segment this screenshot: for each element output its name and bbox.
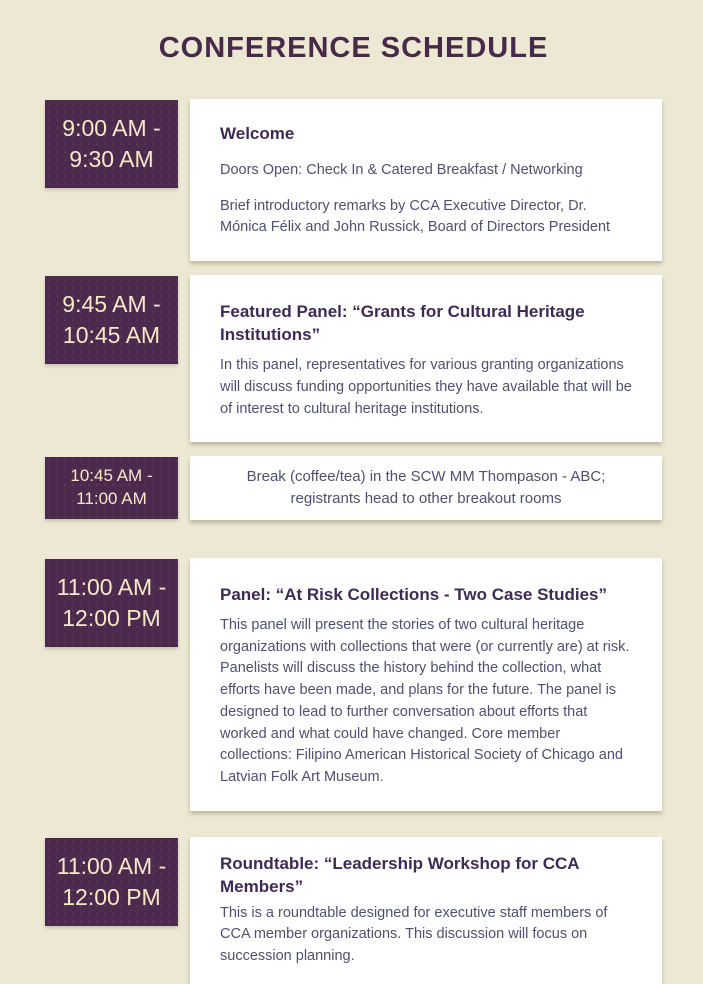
time-end: 9:30 AM: [69, 146, 154, 172]
session-card: [190, 558, 662, 811]
time-start: 11:00 AM -: [56, 573, 167, 600]
time-badge: [45, 838, 178, 926]
session-title: Panel: “At Risk Collections - Two Case Studies”: [220, 584, 607, 604]
session-description: In this panel, representatives for various granting organizations will discuss funding opportunities they have available that will be of interest to cultural heritage institutions.: [220, 357, 632, 417]
time-badge: [45, 276, 178, 364]
time-start: 11:00 AM -: [56, 852, 167, 879]
time-start: 9:00 AM -: [62, 114, 161, 141]
schedule-row: [45, 558, 662, 811]
schedule-row: [45, 837, 662, 984]
time-start: 9:45 AM -: [62, 291, 161, 318]
time-end: 11:00 AM: [76, 489, 147, 509]
session-card: [190, 275, 662, 442]
time-end: 12:00 PM: [62, 604, 161, 631]
schedule-row: [45, 275, 662, 442]
page-title: CONFERENCE SCHEDULE: [158, 32, 549, 64]
session-description: Brief introductory remarks by CCA Executive Director, Dr. Mónica Félix and John Russick, Board of Directors President: [220, 197, 611, 236]
session-card: [190, 837, 662, 984]
break-description: registrants head to other breakout rooms: [290, 490, 562, 508]
time-badge: [45, 100, 178, 188]
session-description: This panel will present the stories of two cultural heritage organizations with collections that were (or currently are) at risk. Panelists will discuss the history behind the collection, what efforts have been made, and plans for the future. The panel is designed to lead to further conversation about efforts that worked and what could have changed. Core member collections: Filipino American Historical Society of Chicago and Latvian Folk Art Museum.: [220, 616, 630, 785]
time-badge: [45, 559, 178, 647]
session-description: Doors Open: Check In & Catered Breakfast / Networking: [220, 161, 583, 178]
schedule-row: [45, 99, 662, 261]
time-badge: [45, 457, 178, 519]
time-end: 10:45 AM: [62, 322, 161, 349]
break-description: Break (coffee/tea) in the SCW MM Thompason - ABC;: [246, 468, 606, 486]
session-title: Roundtable: “Leadership Workshop for CCA Members”: [220, 853, 579, 896]
session-card: [190, 99, 662, 261]
session-description: This is a roundtable designed for executive staff members of CCA member organizations. This discussion will focus on succession planning.: [220, 904, 608, 965]
schedule-row-break: [45, 456, 662, 520]
time-end: 12:00 PM: [62, 883, 161, 910]
break-card: [190, 456, 662, 520]
time-start: 10:45 AM -: [70, 466, 153, 486]
session-title: Welcome: [220, 124, 295, 143]
session-title: Featured Panel: “Grants for Cultural Heritage Institutions”: [220, 302, 585, 345]
